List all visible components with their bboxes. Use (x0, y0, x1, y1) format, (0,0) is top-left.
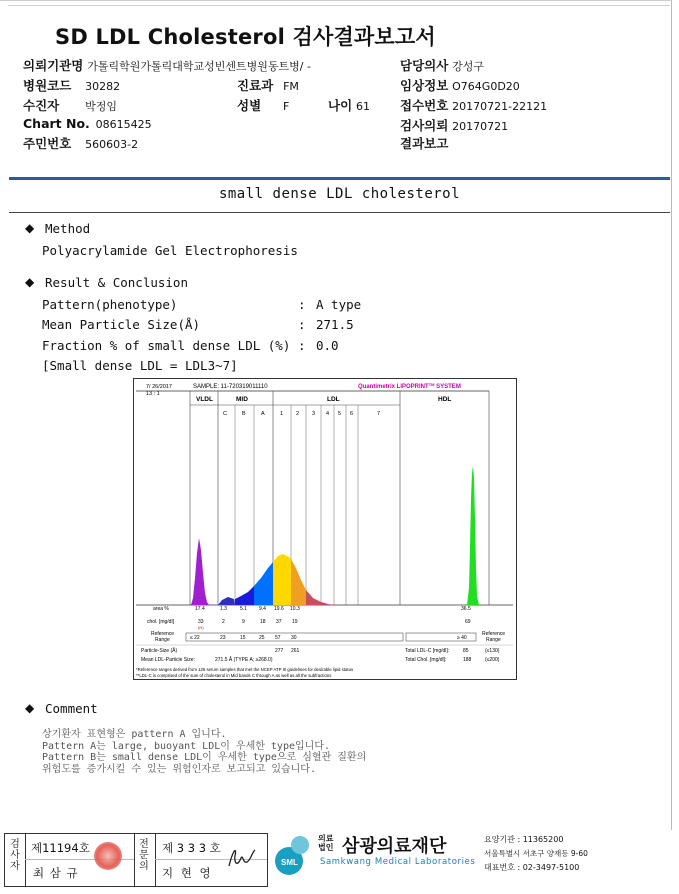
subband-2: 2 (296, 411, 300, 417)
chol-mid-c: 2 (222, 619, 225, 625)
doctor-field (400, 56, 484, 74)
hospital-code-value: 30282 (85, 80, 121, 93)
foundation-name: 삼광의료재단 (342, 836, 447, 857)
ward-value: 동트병/ - (267, 60, 311, 73)
section-title: small dense LDL cholesterol (218, 186, 461, 202)
foundation-phone: 대표번호 : 02-3497-5100 (484, 863, 580, 872)
report-footer (0, 830, 679, 894)
total-chol-ref: (≤200) (485, 657, 500, 663)
ref-vldl: ≤ 22 (190, 635, 200, 641)
comment-line: 상기환자 표현형은 pattern A 입니다. (42, 729, 227, 740)
signature-divider-1 (25, 834, 26, 886)
section-title-rule (9, 212, 670, 213)
sml-logo-text: SML (281, 858, 298, 867)
receipt-no-label: 접수번호 (400, 98, 449, 113)
particle-size-colon: : (298, 317, 306, 332)
chart-brand: Quantimetrix LIPOPRINT™ SYSTEM (358, 382, 461, 390)
receipt-no-field (400, 96, 547, 114)
particle-ldl2: 261 (291, 648, 300, 654)
chol-vldl: 33 (198, 619, 204, 625)
resident-no-value: 560603-2 (85, 138, 139, 151)
top-rule (8, 5, 670, 6)
specialist-name: 지 현 영 (162, 866, 213, 880)
foundation-prefix: 의료법인 (318, 834, 334, 852)
subband-3: 3 (312, 411, 316, 417)
inspector-seal-icon (94, 842, 122, 870)
area-mid-b: 5.1 (240, 606, 247, 612)
chart-footnote-2: **LDL-C is comprised of the sum of cholesterol in Mid bands C through A as well as all the subfractions (136, 673, 332, 678)
band-ldl: LDL (327, 396, 340, 403)
patient-value: 박정임 (85, 100, 117, 113)
clinical-info-value: O764G0D20 (452, 80, 520, 93)
foundation-address: 서울특별시 서초구 양재동 9-60 (484, 849, 588, 858)
doctor-label: 담당의사 (400, 58, 449, 73)
particle-size-label: Mean Particle Size(Å) (42, 317, 201, 332)
chart-id: 13 : 1 (146, 391, 160, 397)
subband-b: B (242, 411, 246, 417)
signature-divider-3 (155, 834, 156, 886)
org-code: 요양기관 : 11365200 (484, 835, 564, 844)
chart-footnote-1: *Reference ranges derived from 125 serum samples that met the NCEP ATP III guidelines for desirable lipid status (136, 667, 354, 672)
chart-no-value: 08615425 (95, 118, 152, 131)
sdldl-note: [Small dense LDL = LDL3~7] (42, 358, 238, 373)
ref-label-left-1: Reference (151, 631, 175, 637)
age-field (328, 96, 370, 114)
sex-label: 성별 (237, 98, 262, 113)
request-date-field (400, 116, 508, 134)
pattern-colon: : (298, 297, 306, 312)
area-label: area % (153, 606, 169, 612)
hospital-code-field (23, 76, 120, 94)
area-mid-a: 9.4 (259, 606, 266, 612)
ref-label-right-1: Reference (482, 631, 506, 637)
patient-field (23, 96, 117, 114)
comment-heading: Comment (45, 701, 98, 716)
chart-no-field (23, 116, 152, 131)
area-ldl2: 10.3 (290, 606, 300, 612)
specialist-no: 제 3 3 3 호 (162, 841, 221, 855)
foundation-english: Samkwang Medical Laboratories (320, 857, 476, 867)
subband-1: 1 (280, 411, 284, 417)
ref-ldl2: 30 (291, 635, 297, 641)
subband-5: 5 (338, 411, 342, 417)
subband-6: 6 (350, 411, 354, 417)
specialist-signature-icon (225, 844, 259, 872)
report-title: SD LDL Cholesterol 검사결과보고서 (55, 25, 436, 49)
method-bullet-icon: ◆ (25, 221, 35, 235)
chart-sample: SAMPLE: 11-720319011110 (193, 384, 268, 390)
chol-mid-b: 9 (242, 619, 245, 625)
subband-7: 7 (377, 411, 381, 417)
sex-value: F (282, 100, 290, 113)
chol-ldl2: 19 (292, 619, 298, 625)
institution-field (23, 56, 311, 74)
band-mid: MID (236, 396, 248, 403)
particle-size-value: 271.5 (316, 317, 354, 332)
chart-date: 7/ 26/2017 (146, 384, 172, 390)
chol-hdl: 69 (465, 619, 471, 625)
particle-size-label: Particle-Size (Å) (141, 648, 178, 654)
dept-label: 진료과 (237, 78, 274, 93)
sex-field (237, 96, 289, 114)
ref-mid-c: 23 (220, 635, 226, 641)
age-value: 61 (355, 100, 370, 113)
dept-field (237, 76, 299, 94)
ldl1-peak (273, 554, 291, 605)
area-hdl: 36.5 (461, 606, 471, 612)
institution-value: 가톨릭학원가톨릭대학교성빈센트병원 (87, 60, 268, 73)
chol-label: chol. [mg/dl] (147, 619, 174, 625)
clinical-info-field (400, 76, 520, 94)
comment-body (42, 729, 366, 775)
lipoprint-chart (133, 378, 517, 680)
request-date-label: 검사의뢰 (400, 118, 449, 133)
inspector-no: 제11194호 (31, 841, 90, 855)
comment-bullet-icon: ◆ (25, 701, 35, 715)
band-hdl: HDL (438, 396, 452, 403)
age-label: 나이 (328, 98, 353, 113)
mean-size-value: 271.5 Å (TYPE A; ≥268.0) (215, 657, 273, 663)
total-ldl-value: 85 (463, 648, 469, 654)
result-bullet-icon: ◆ (25, 275, 35, 289)
doctor-value: 강성구 (452, 60, 485, 73)
comment-line: 위험도를 증가시킬 수 있는 위험인자로 보고되고 있습니다. (42, 763, 316, 775)
ref-hdl: ≥ 40 (457, 635, 467, 641)
hospital-code-label: 병원코드 (23, 78, 72, 93)
total-chol-value: 188 (463, 657, 472, 663)
area-ldl1: 19.6 (274, 606, 284, 612)
pattern-label: Pattern(phenotype) (42, 297, 178, 312)
signature-divider-2 (134, 834, 135, 886)
total-chol-label: Total Chol. [mg/dl]: (405, 657, 447, 663)
resident-no-field (23, 134, 138, 152)
subband-4: 4 (326, 411, 330, 417)
chol-vldl-flag: (H) (198, 625, 204, 630)
method-value: Polyacrylamide Gel Electrophoresis (42, 243, 298, 258)
ref-mid-b: 15 (240, 635, 246, 641)
sml-logo-icon (272, 833, 314, 877)
ref-label-left-2: Range (155, 637, 170, 643)
dept-value: FM (283, 80, 299, 93)
receipt-no-value: 20170721-22121 (452, 100, 548, 113)
inspector-label: 검사자 (10, 839, 20, 872)
chol-ldl1: 37 (276, 619, 282, 625)
band-vldl: VLDL (196, 396, 213, 403)
patient-label: 수진자 (23, 98, 60, 113)
ref-mid-a: 25 (259, 635, 265, 641)
subband-a: A (261, 411, 265, 417)
specialist-label: 전문의 (139, 839, 149, 872)
institution-label: 의뢰기관명 (23, 58, 84, 73)
comment-line: Pattern B는 small dense LDL이 우세한 type으로 심혈관 질환의 (42, 752, 367, 763)
fraction-value: 0.0 (316, 338, 339, 353)
ref-label-right-2: Range (486, 637, 501, 643)
subband-c: C (223, 411, 227, 417)
method-heading: Method (45, 221, 91, 236)
ref-ldl1: 57 (275, 635, 281, 641)
chart-no-label: Chart No. (23, 116, 90, 131)
particle-ldl1: 277 (275, 648, 284, 654)
mean-size-label: Mean LDL-Particle Size: (141, 657, 195, 663)
inspector-name: 최 삼 규 (33, 866, 79, 880)
result-heading: Result & Conclusion (45, 275, 188, 290)
comment-line: Pattern A는 large, buoyant LDL이 우세한 type입니다. (42, 740, 330, 752)
chol-mid-a: 18 (260, 619, 266, 625)
request-date-value: 20170721 (452, 120, 509, 133)
total-ldl-label: Total LDL-C [mg/dl]: (405, 648, 450, 654)
section-divider (9, 177, 670, 180)
clinical-info-label: 임상정보 (400, 78, 449, 93)
area-mid-c: 1.3 (220, 606, 227, 612)
fraction-colon: : (298, 338, 306, 353)
resident-no-label: 주민번호 (23, 136, 72, 151)
pattern-value: A type (316, 297, 362, 312)
result-report-label: 결과보고 (400, 136, 449, 151)
result-report-field (400, 134, 448, 152)
total-ldl-ref: (≤130) (485, 648, 500, 654)
area-vldl: 17.4 (195, 606, 205, 612)
fraction-label: Fraction % of small dense LDL (%) (42, 338, 291, 353)
